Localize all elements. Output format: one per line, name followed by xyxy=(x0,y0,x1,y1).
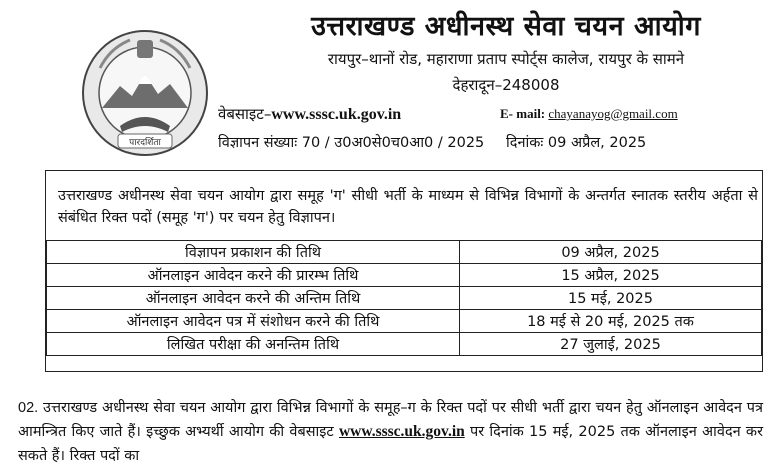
website-line xyxy=(218,104,401,124)
date-value: 09 अप्रैल, 2025 xyxy=(460,241,762,264)
date-value: 18 मई से 20 मई, 2025 तक xyxy=(460,310,762,333)
email-label: E- mail: xyxy=(500,106,546,121)
logo-motto: पारदर्शिता xyxy=(129,138,161,148)
paragraph-2 xyxy=(18,396,763,468)
date-label: ऑनलाइन आवेदन करने की अन्तिम तिथि xyxy=(47,287,460,310)
table-row xyxy=(47,287,762,310)
date-label: विज्ञापन प्रकाशन की तिथि xyxy=(47,241,460,264)
table-row xyxy=(47,310,762,333)
date-label: ऑनलाइन आवेदन पत्र में संशोधन करने की तिथि xyxy=(47,310,460,333)
table-row xyxy=(47,241,762,264)
commission-logo xyxy=(80,28,210,158)
date-value: 27 जुलाई, 2025 xyxy=(460,333,762,356)
paragraph-number: 02. xyxy=(18,400,39,416)
website-link[interactable]: www.sssc.uk.gov.in xyxy=(271,106,402,123)
email-link[interactable]: chayanayog@gmail.com xyxy=(548,106,678,121)
page-title: उत्तराखण्ड अधीनस्थ सेवा चयन आयोग xyxy=(311,11,701,42)
website-label: वेबसाइट– xyxy=(218,105,272,123)
intro-text: उत्तराखण्ड अधीनस्थ सेवा चयन आयोग द्वारा समूह 'ग' सीधी भर्ती के माध्यम से विभिन्न विभागों के अन्तर्गत स्नातक स्तरीय अर्हता से संबंधित रिक्त पदों (समूह 'ग') पर चयन हेतु विज्ञापन। xyxy=(58,188,758,226)
email-line xyxy=(500,106,678,122)
date-value: 15 मई, 2025 xyxy=(460,287,762,310)
date-label: लिखित परीक्षा की अनन्तिम तिथि xyxy=(47,333,460,356)
address-line-1: रायपुर–थानों रोड, महाराणा प्रताप स्पोर्ट्स कालेज, रायपुर के सामने xyxy=(327,50,685,68)
advertisement-date: दिनांकः 09 अप्रैल, 2025 xyxy=(506,135,647,151)
paragraph-text-a: उत्तराखण्ड अधीनस्थ सेवा चयन आयोग द्वारा विभिन्न विभागों के समूह–ग के रिक्त पदों पर सीधी भर्ती द्वारा चयन हेतु ऑनलाइन आवेदन पत्र आमन्त्रित किए जाते हैं। इच्छुक अभ्यर्थी आयोग की वेबसाइट xyxy=(18,400,763,440)
table-row xyxy=(47,264,762,287)
advertisement-number: विज्ञापन संख्याः 70 / उ0अ0से0च0आ0 / 2025 xyxy=(218,135,485,151)
important-dates-table xyxy=(46,240,762,356)
date-label: ऑनलाइन आवेदन करने की प्रारम्भ तिथि xyxy=(47,264,460,287)
date-value: 15 अप्रैल, 2025 xyxy=(460,264,762,287)
address-line-2: देहरादून–248008 xyxy=(452,76,560,94)
paragraph-website-link[interactable]: www.sssc.uk.gov.in xyxy=(338,423,465,440)
table-row xyxy=(47,333,762,356)
paragraph-text-b: पर दिनांक 15 मई, 2025 तक ऑनलाइन आवेदन कर सकते हैं। रिक्त पदों का xyxy=(18,424,763,464)
